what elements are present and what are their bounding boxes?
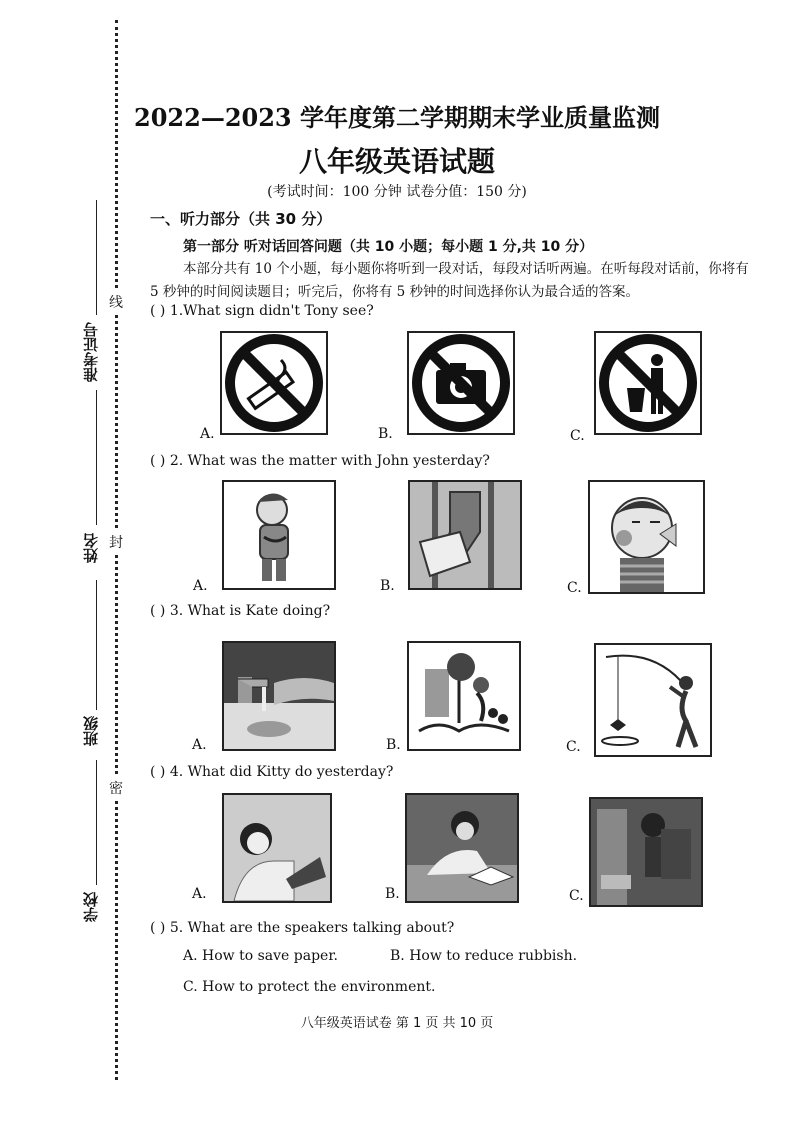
seal-char-secret: 密 [109,776,123,800]
no-littering-sign-icon [593,330,703,436]
label-class: 班级 [82,716,100,746]
q3-option-b: B. [386,737,401,753]
exam-info: (考试时间：100 分钟 试卷分值：150 分) [267,184,527,200]
exam-title: 2022—2023 学年度第二学期期末学业质量监测 [134,103,660,132]
q2-option-a: A. [193,578,208,594]
exam-subtitle: 八年级英语试题 [298,145,495,178]
q3-option-a: A. [192,737,207,753]
question-2: ( ) 2. What was the matter with John yesterday? [150,453,490,469]
broken-leg-crutches-image [408,480,522,590]
q1-option-b: B. [378,426,393,442]
question-1: ( ) 1.What sign didn't Tony see? [150,303,374,319]
page-footer: 八年级英语试卷 第 1 页 共 10 页 [300,1016,494,1031]
seal-char-line: 线 [109,290,123,314]
q5-option-b: B. How to reduce rubbish. [390,948,578,964]
q1-option-a: A. [200,426,215,442]
seal-char-seal: 封 [109,530,123,554]
q5-option-c: C. How to protect the environment. [183,979,436,995]
q2-option-b: B. [380,578,395,594]
q1-option-c: C. [570,428,585,444]
exam-number-blank-2 [96,390,97,525]
instructions: 本部分共有 10 个小题，每小题你将听到一段对话，每段对话听两遍。在听每段对话前，你将有 5 秒钟的时间阅读题目；听完后，你将有 5 秒钟的时间选择你认为最合适的答案。 [150,261,749,300]
girl-at-home-image [589,797,703,907]
q4-option-c: C. [569,888,584,904]
washing-hands-faucet-image [222,641,336,751]
section-heading: 一、听力部分（共 30 分） [150,210,332,228]
girl-reading-book-image [405,793,519,903]
question-5: ( ) 5. What are the speakers talking about? [150,920,455,936]
exam-number-blank [96,200,97,315]
planting-tree-image [407,641,521,751]
q4-option-a: A. [192,886,207,902]
no-photography-sign-icon [406,330,516,436]
q2-option-c: C. [567,580,582,596]
label-school: 学校 [82,892,100,922]
toothache-boy-image [588,480,705,594]
class-blank [96,760,97,885]
label-exam-number: 准考证号 [82,322,100,382]
question-3: ( ) 3. What is Kate doing? [150,603,331,619]
girl-using-laptop-image [222,793,332,903]
no-smoking-sign-icon [219,330,329,436]
q3-option-c: C. [566,739,581,755]
fishing-image [594,643,712,757]
name-blank [96,580,97,710]
label-name: 姓名 [82,533,100,563]
stomachache-boy-image [222,480,336,590]
question-4: ( ) 4. What did Kitty do yesterday? [150,764,394,780]
q5-option-a: A. How to save paper. [183,948,338,964]
part-heading: 第一部分 听对话回答问题（共 10 小题；每小题 1 分,共 10 分） [183,239,594,255]
q4-option-b: B. [385,886,400,902]
